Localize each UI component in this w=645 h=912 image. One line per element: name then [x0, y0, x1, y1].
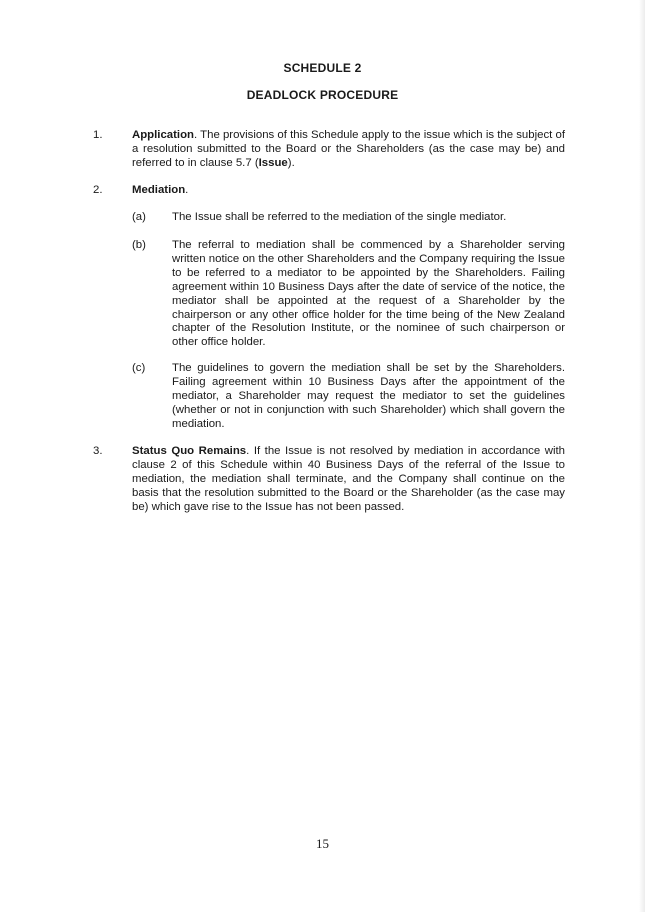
clause-body: [132, 184, 565, 198]
subclause-text: The referral to mediation shall be commenced by a Shareholder serving written notice on the other Shareholders and the Company requiring the Issue to be referred to a mediator to be appointed by the Shareholders. Failing agreement within 10 Business Days after the date of service of the notice, the mediator shall be appointed at the request of a Shareholder by the chairperson or any other office holder for the time being of the New Zealand chapter of the Resolution Institute, or the nominee of such chairperson or other office holder.: [172, 239, 565, 349]
page-number: 15: [316, 836, 329, 851]
clause-number: 2.: [93, 184, 103, 196]
clause-text: . If the Issue is not resolved by mediation in accordance with clause 2 of this Schedule within 40 Business Days of the referral of the Issue to mediation, the mediation shall terminate, and the Company shall continue on the basis that the resolution submitted to the Board or the Shareholder (as the case may be) which gave rise to the Issue has not been passed.: [132, 445, 565, 513]
clause-heading-suffix: .: [185, 184, 189, 196]
clause-text: . The provisions of this Schedule apply to the issue which is the subject of a resolution submitted to the Board or the Shareholders (as the case may be) and referred to in clause 5.7 (: [132, 129, 565, 169]
subclause-label: (a): [132, 211, 146, 223]
procedure-title: DEADLOCK PROCEDURE: [246, 88, 399, 102]
clause-heading: Status Quo Remains: [132, 445, 247, 457]
clause-number: 3.: [93, 445, 103, 457]
schedule-title: SCHEDULE 2: [283, 61, 362, 75]
subclause-text: The Issue shall be referred to the mediation of the single mediator.: [172, 211, 507, 223]
subclause-label: (c): [132, 362, 146, 374]
clause-body: [132, 129, 565, 171]
clause-heading: Mediation: [132, 184, 186, 196]
clause-number: 1.: [93, 129, 103, 141]
defined-term: Issue: [258, 156, 288, 169]
clause-heading: Application: [132, 129, 195, 141]
clause-text-end: ).: [287, 156, 295, 169]
subclause-label: (b): [132, 239, 146, 251]
clause-body: [132, 445, 565, 515]
subclause-text: The guidelines to govern the mediation shall be set by the Shareholders. Failing agreement within 10 Business Days after the appointment of the mediator, a Shareholder may request the mediator to set the guidelines (whether or not in conjunction with such Shareholder) which shall govern the mediation.: [172, 362, 565, 430]
page-edge-shadow: [639, 0, 645, 912]
